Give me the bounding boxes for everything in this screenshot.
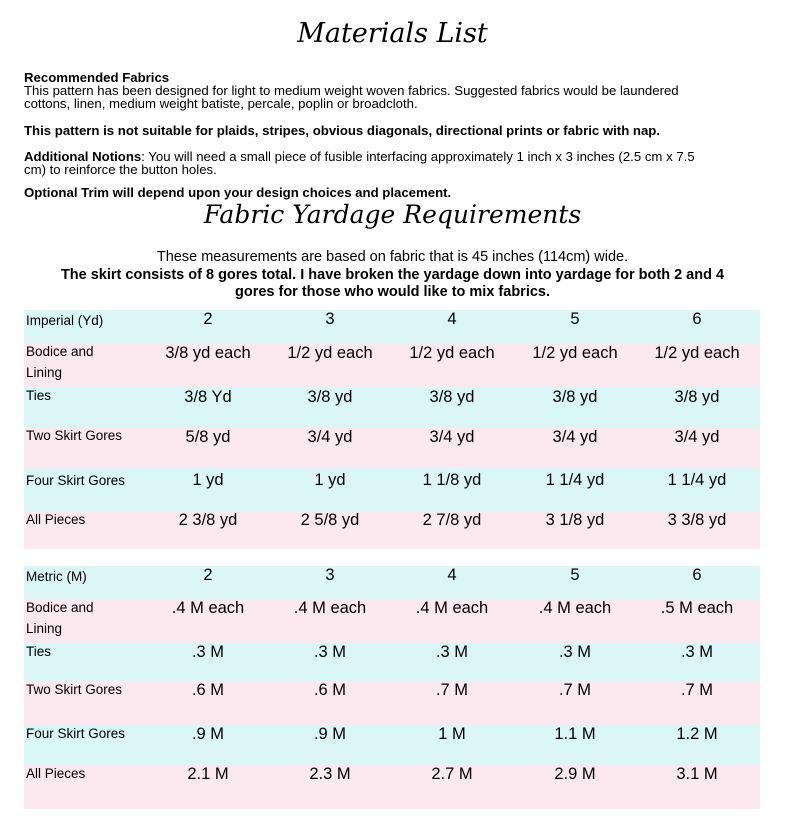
table-cell: 5/8 yd: [185, 428, 231, 446]
table-cell: 3 1/8 yd: [545, 511, 605, 529]
table-cell: 3/8 yd: [674, 388, 720, 406]
metric-row-four-skirt-gores: [24, 725, 760, 765]
metric-row-bodice: [24, 599, 760, 643]
row-label: Bodice and: [26, 600, 94, 615]
row-label: Ties: [26, 388, 52, 403]
not-suitable-note: This pattern is not suitable for plaids, stripes, obvious diagonals, directional prints or fabric with nap.: [24, 123, 661, 138]
metric-header-col: 4: [447, 566, 457, 584]
recommended-fabrics-text-1: This pattern has been designed for light to medium weight woven fabrics. Suggested fabrics would be laundered: [24, 83, 679, 98]
additional-notions-line-2: cm) to reinforce the button holes.: [24, 162, 217, 177]
table-cell: 3/8 yd: [429, 388, 475, 406]
table-cell: 3/4 yd: [429, 428, 475, 446]
table-cell: 1/2 yd each: [654, 344, 740, 362]
yardage-bold-line-1: The skirt consists of 8 gores total. I have broken the yardage down into yardage for both 2 and 4: [60, 267, 725, 283]
imperial-row-four-skirt-gores: [24, 468, 760, 511]
table-cell: .4 M each: [415, 599, 489, 617]
table-cell: .6 M: [191, 681, 225, 699]
imperial-header-col: 5: [570, 310, 580, 328]
table-cell: .9 M: [191, 725, 225, 743]
table-cell: 2.3 M: [309, 765, 351, 783]
row-label: Four Skirt Gores: [26, 473, 126, 488]
table-cell: 3/4 yd: [552, 428, 598, 446]
row-label: All Pieces: [26, 512, 86, 527]
table-cell: .7 M: [435, 681, 469, 699]
table-cell: 3/8 yd each: [165, 344, 251, 362]
metric-row-ties: [24, 643, 760, 681]
table-cell: .4 M each: [293, 599, 367, 617]
metric-header-row: [24, 566, 760, 599]
table-cell: 2 7/8 yd: [422, 511, 482, 529]
table-cell: .3 M: [191, 643, 225, 661]
optional-trim-note: Optional Trim will depend upon your design choices and placement.: [24, 185, 452, 200]
metric-header-label: Metric (M): [26, 569, 87, 584]
row-label: Ties: [26, 644, 52, 659]
table-cell: 1 M: [438, 725, 466, 743]
table-cell: .9 M: [313, 725, 347, 743]
table-cell: 2 3/8 yd: [178, 511, 238, 529]
table-cell: .4 M each: [171, 599, 245, 617]
row-label: Two Skirt Gores: [26, 428, 123, 443]
table-cell: .4 M each: [538, 599, 612, 617]
metric-header-col: 3: [325, 566, 335, 584]
imperial-header-col: 3: [325, 310, 335, 328]
table-cell: .3 M: [680, 643, 714, 661]
imperial-header-col: 6: [692, 310, 702, 328]
metric-header-col: 5: [570, 566, 580, 584]
row-label: Bodice and: [26, 344, 94, 359]
table-cell: 1/2 yd each: [532, 344, 618, 362]
imperial-header-label: Imperial (Yd): [26, 313, 104, 328]
table-cell: 3.1 M: [676, 765, 718, 783]
table-cell: 2.1 M: [187, 765, 229, 783]
fabric-yardage-title: Fabric Yardage Requirements: [203, 200, 582, 229]
metric-header-col: 2: [203, 566, 213, 584]
row-label: Four Skirt Gores: [26, 726, 126, 741]
table-cell: 3 3/8 yd: [667, 511, 727, 529]
metric-row-all-pieces: [24, 765, 760, 809]
imperial-header-col: 4: [447, 310, 457, 328]
table-cell: .6 M: [313, 681, 347, 699]
metric-header-col: 6: [692, 566, 702, 584]
recommended-fabrics-text-2: cottons, linen, medium weight batiste, percale, poplin or broadcloth.: [24, 96, 418, 111]
table-cell: 2.7 M: [431, 765, 473, 783]
table-cell: 1 1/8 yd: [422, 471, 482, 489]
row-label-line-2: Lining: [26, 365, 63, 380]
additional-notions-text: : You will need a small piece of fusible interfacing approximately 1 inch x 3 inches (2.5 cm x 7.5: [141, 149, 695, 164]
table-cell: 1 1/4 yd: [545, 471, 605, 489]
materials-list-title: Materials List: [297, 18, 488, 49]
row-label-line-2: Lining: [26, 621, 63, 636]
table-cell: .3 M: [435, 643, 469, 661]
imperial-row-all-pieces: [24, 511, 760, 549]
imperial-header-row: [24, 310, 760, 343]
row-label: Two Skirt Gores: [26, 682, 123, 697]
additional-notions-label: Additional Notions: [24, 149, 142, 164]
table-cell: 1 yd: [314, 471, 346, 489]
table-cell: .3 M: [558, 643, 592, 661]
table-cell: 1/2 yd each: [287, 344, 373, 362]
table-cell: 3/4 yd: [674, 428, 720, 446]
table-cell: .3 M: [313, 643, 347, 661]
table-cell: 1.2 M: [676, 725, 718, 743]
table-cell: .5 M each: [660, 599, 734, 617]
recommended-fabrics-heading: Recommended Fabrics: [24, 70, 170, 85]
table-cell: 2.9 M: [554, 765, 596, 783]
table-cell: 3/4 yd: [307, 428, 353, 446]
imperial-row-two-skirt-gores: [24, 427, 760, 468]
metric-row-two-skirt-gores: [24, 681, 760, 725]
table-cell: 3/8 yd: [552, 388, 598, 406]
table-cell: 1/2 yd each: [409, 344, 495, 362]
row-label: All Pieces: [26, 766, 86, 781]
table-cell: .7 M: [680, 681, 714, 699]
table-cell: 1 1/4 yd: [667, 471, 727, 489]
yardage-bold-line-2: gores for those who would like to mix fabrics.: [234, 284, 551, 300]
imperial-header-col: 2: [203, 310, 213, 328]
imperial-row-bodice: [24, 343, 760, 387]
table-cell: .7 M: [558, 681, 592, 699]
table-cell: 3/8 yd: [307, 388, 353, 406]
table-cell: 1.1 M: [554, 725, 596, 743]
table-cell: 1 yd: [192, 471, 224, 489]
table-cell: 2 5/8 yd: [300, 511, 360, 529]
yardage-intro: These measurements are based on fabric that is 45 inches (114cm) wide.: [156, 249, 629, 265]
imperial-row-ties: [24, 387, 760, 427]
table-cell: 3/8 Yd: [184, 388, 232, 406]
